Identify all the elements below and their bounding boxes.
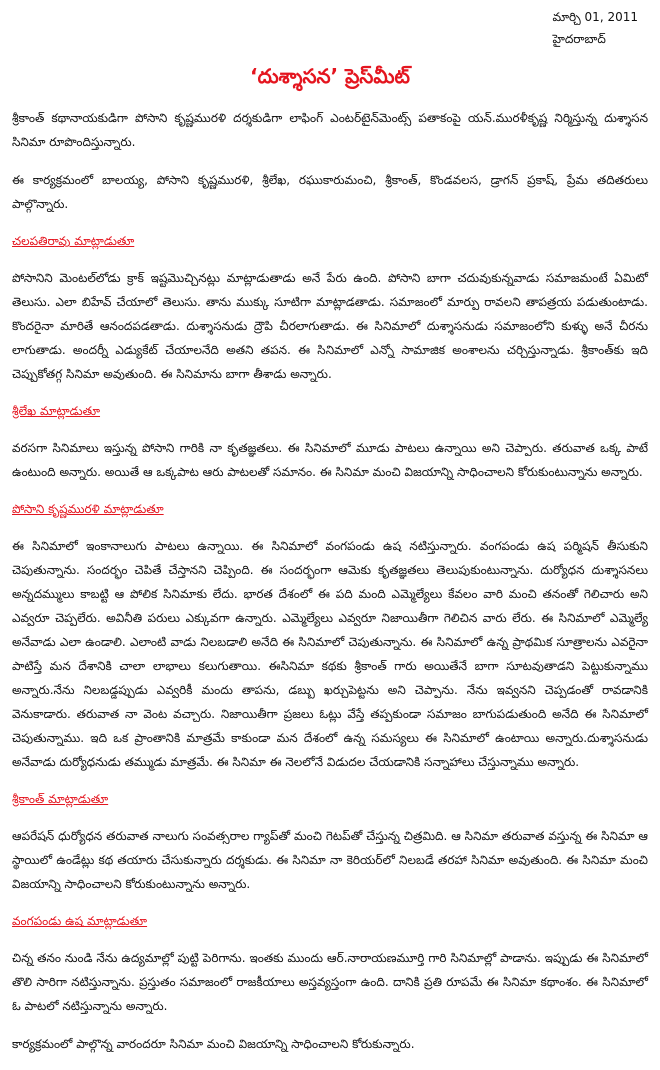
speaker-heading: చలపతిరావు మాట్లాడుతూ xyxy=(12,234,135,248)
speaker-paragraph: ఆపరేషన్ ధుర్యోధన తరువాత నాలుగు సంవత్సరాల గ్యాప్‌తో మంచి గెటప్‌తో చేస్తున్న చిత్రమిది. ఆ సినిమా తరువాత వస్తున్న ఈ సినిమా ఆ స్థాయిలో ఉండేట్లు కథ తయారు చేసుకున్నారు దర్శకుడు. ఈ సినిమా నా కెరియర్‌లో నిలబడే తరహా సినిమా అవుతుంది. ఈ సినిమా మంచి విజయాన్ని సాధించాలని కోరుకుంటున్నాను అన్నారు. xyxy=(12,829,648,891)
speaker-paragraph: వరసగా సినిమాలు ఇస్తున్న పోసాని గారికి నా కృతజ్ఞతలు. ఈ సినిమాలో మూడు పాటలు ఉన్నాయి అని చెప్పారు. తరువాత ఒక్క పాటే ఉంటుంది అన్నారు. అయితే ఆ ఒక్కపాట ఆరు పాటలతో సమానం. ఈ సినిమా మంచి విజయాన్ని సాధించాలని కోరుకుంటున్నాను అన్నారు. xyxy=(12,441,648,479)
speaker-paragraph: చిన్న తనం నుండి నేను ఉద్యమాల్లో పుట్టి పెరిగాను. ఇంతకు ముందు ఆర్.నారాయణమూర్తి గారి సినిమాల్లో పాడాను. ఇప్పుడు ఈ సినిమాలో తొలి సారిగా నటిస్తున్నాను. ప్రస్తుతం సమాజంలో రాజకీయాలు అస్తవ్యస్తంగా ఉంది. దానికి ప్రతి రూపమే ఈ సినిమా కథాంశం. ఈ సినిమాలో ఓ పాటలో నటిస్తున్నాను అన్నారు. xyxy=(12,951,648,1013)
intro-paragraph: శ్రీకాంత్ కథానాయకుడిగా పోసాని కృష్ణమురళి దర్శకుడిగా లాఫింగ్ ఎంటర్‌టైన్‌మెంట్స్ పతాకంపై యన్.మురళీకృష్ణ నిర్మిస్తున్న దుశ్శాసన సినిమా రూపొందిస్తున్నారు. xyxy=(12,111,648,149)
article-body xyxy=(12,106,648,1070)
dateline xyxy=(552,6,638,50)
speaker-heading: వంగపండు ఉష మాట్లాడుతూ xyxy=(12,914,148,928)
article-title: ‘దుశ్శాసన’ ప్రెస్‌మీట్ xyxy=(250,64,410,88)
intro-paragraph: ఈ కార్యక్రమంలో బాలయ్య, పోసాని కృష్ణమురళి, శ్రీలేఖ, రఘుకారుమంచి, శ్రీకాంత్, కొండవలస, డ్రాగన్ ప్రకాష్, ప్రేమ తదితరులు పాల్గొన్నారు. xyxy=(12,173,648,211)
speaker-paragraph: పోసానిని మెంటల్‌లోడు క్రాక్ ఇష్టమొచ్చినట్లు మాట్లాడుతాడు అనే పేరు ఉంది. పోసాని బాగా చదువుకున్నవాడు సమాజమంటే ఏమిటో తెలుసు. ఎలా బిహేవ్ చేయాలో తెలుసు. తాను ముక్కు సూటిగా మాట్లాడతాడు. సమాజంలో మార్పు రావలని తాపత్రయ పడుతుంటాడు. కొందరైనా మారితే ఆనందపడతాడు. దుశ్శాసనుడు ద్రౌపి చీరలాగుతాడు. ఈ సినిమాలో దుశ్శాసనుడు సమాజంలోని కుళ్ళు అనే చీరను లాగుతాడు. అందర్నీ ఎడ్యుకేట్ చేయాలనేది అతని తపన. ఈ సినిమాలో ఎన్నో సామాజిక అంశాలను చర్చిస్తున్నాడు. శ్రీకాంత్‌కు ఇది చెప్పుకోతగ్గ సినిమా అవుతుంది. ఈ సినిమాను బాగా తీశాడు అన్నారు. xyxy=(12,271,648,381)
speaker-heading: శ్రీకాంత్ మాట్లాడుతూ xyxy=(12,792,109,806)
speaker-paragraph: ఈ సినిమాలో ఇంకానాలుగు పాటలు ఉన్నాయి. ఈ సినిమాలో వంగపండు ఉష నటిస్తున్నారు. వంగపండు ఉష పర్మిషన్ తీసుకుని చెపుతున్నాను. సందర్భం చెపితే చేస్తానని చెప్పింది. ఈ సందర్భంగా ఆమెకు కృతజ్ఞతలు తెలుపుకుంటున్నాను. దుర్యోధన దుశ్శాసనలు అన్నదమ్ములు కాబట్టి ఆ పోలిక సినిమాకు లేదు. భారత దేశంలో ఈ పది మంది ఎమ్మెల్యేలు కేవలం వారి మంచి తనంతో గెలిచారు అని ఎవ్వరూ చెప్పలేరు. అవినీతి పరులు ఎక్కువగా ఉన్నారు. ఎమ్మెల్యేలు ఎవ్వరూ నిజాయితీగా గెలిచిన వారు లేరు. ఈ సినిమాలో ఎమ్మెల్యే అనేవాడు ఎలా ఉండాలి. ఎలాంటి వాడు నిలబడాలి అనేది ఈ సినిమాలో చెపుతున్నాను. ఈ సినిమాలో ఉన్న ప్రాథమిక సూత్రాలను ఎవరైనా పాటిస్తే మన దేశానికి చాలా లాభాలు కలుగుతాయి. ఈసినిమా కథకు శ్రీకాంత్ గారు అయితేనే బాగా సూటవుతాడని పెట్టుకున్నాము అన్నారు.నేను నిలబడ్డప్పుడు ఎవ్వరికీ మందు తాపను, డబ్బు ఖర్చుపెట్టను అని చెప్పాను. నేను ఇవ్వనని చెప్పడంతో రావడానికి వెనుకాడారు. తరువాత నా వెంట వచ్చారు. నిజాయితీగా ప్రజలు ఓట్లు వేస్తే తప్పకుండా సమాజం బాగుపడుతుంది అనేది ఈ సినిమాలో చెపుతున్నాము. ఇది ఒక ప్రాంతానికి మాత్రమే కాకుండా మన దేశంలో ఉన్న సమస్యలు ఈ సినిమాలో ఉంటాయి అన్నారు.దుశ్శాసనుడు అనేవాడు దుర్యోధనుడు తమ్ముడు మాత్రమే. ఈ సినిమా ఈ నెలలోనే విడుదల చేయడానికి సన్నాహాలు చేస్తున్నాము అన్నారు. xyxy=(12,539,648,769)
article-place: హైదరాబాద్ xyxy=(552,32,606,46)
closing-paragraph: కార్యక్రమంలో పాల్గొన్న వారందరూ సినిమా మంచి విజయాన్ని సాధించాలని కోరుకున్నారు. xyxy=(12,1037,415,1051)
speaker-heading: శ్రీలేఖ మాట్లాడుతూ xyxy=(12,404,101,418)
article-date: మార్చి 01, 2011 xyxy=(552,10,638,24)
speaker-heading: పోసాని కృష్ణమురళి మాట్లాడుతూ xyxy=(12,502,164,516)
